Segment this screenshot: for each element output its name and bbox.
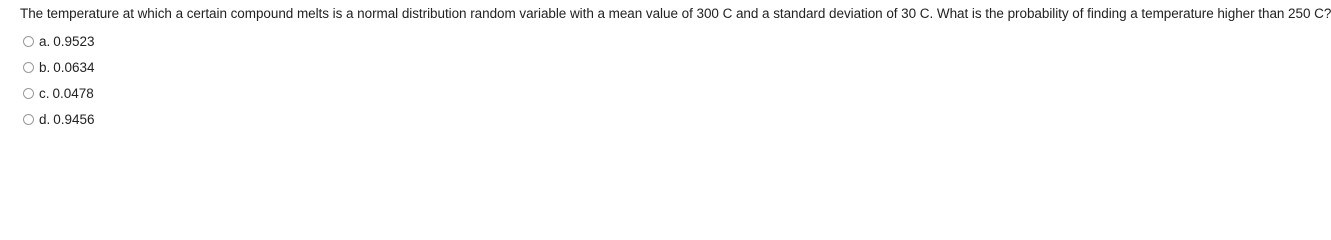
- option-value: 0.9523: [53, 33, 95, 49]
- option-d[interactable]: [23, 106, 95, 132]
- option-letter: a.: [39, 33, 51, 49]
- option-a[interactable]: [23, 28, 95, 54]
- option-value: 0.0478: [52, 85, 94, 101]
- option-value: 0.9456: [53, 111, 95, 127]
- option-letter: c.: [39, 85, 50, 101]
- radio-button[interactable]: [23, 88, 34, 99]
- option-letter: d.: [39, 111, 51, 127]
- answer-options: [23, 28, 95, 132]
- radio-button[interactable]: [23, 62, 34, 73]
- option-letter: b.: [39, 59, 51, 75]
- radio-button[interactable]: [23, 114, 34, 125]
- option-b[interactable]: [23, 54, 95, 80]
- radio-button[interactable]: [23, 36, 34, 47]
- option-c[interactable]: [23, 80, 95, 106]
- option-value: 0.0634: [53, 59, 95, 75]
- question-text: The temperature at which a certain compound melts is a normal distribution random variable with a mean value of 300 C and a standard deviation of 30 C. What is the probability of finding a temperature higher than 250 C?: [20, 6, 1331, 21]
